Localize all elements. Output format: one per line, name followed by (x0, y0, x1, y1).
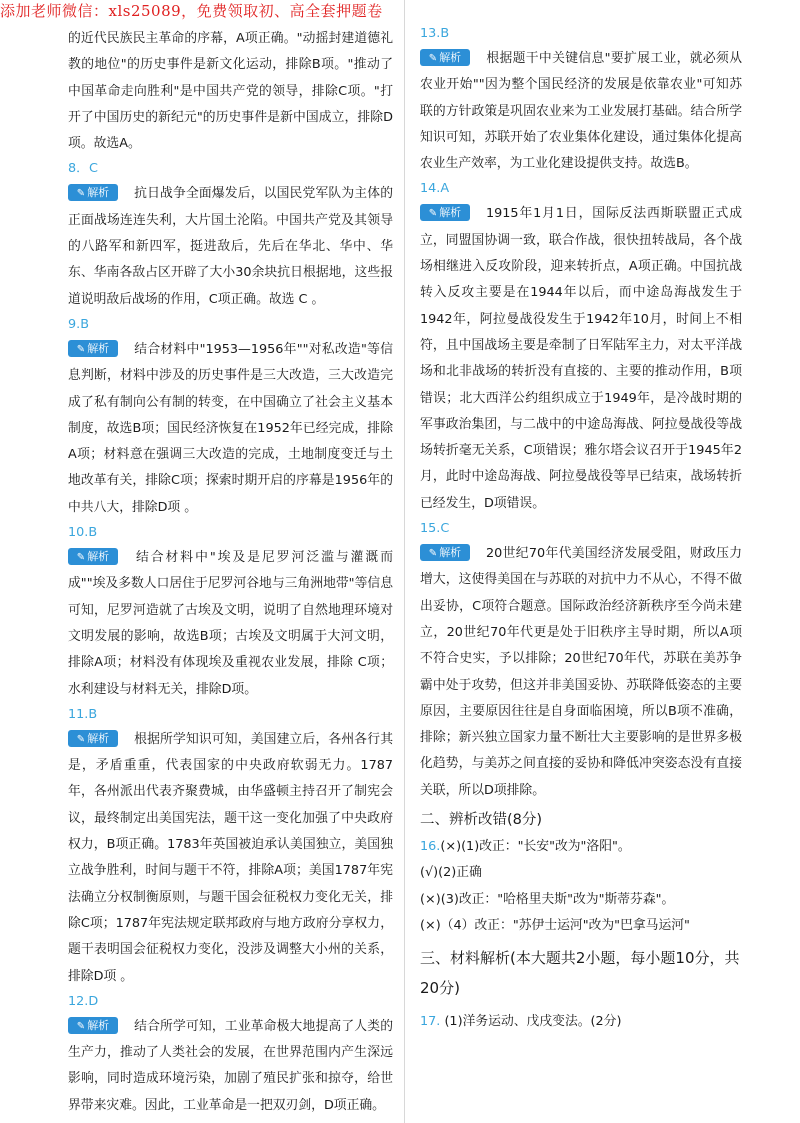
answer-number: 10.B (68, 525, 98, 541)
explanation-text: 根据题干中关键信息"要扩展工业，就必须从农业开始""因为整个国民经济的发展是依靠农业"可知苏联的方针政策是巩固农业来为工业发展打基础。结合所学知识可知，苏联开始了农业集体化建设，通过集体化提高农业生产效率，为工业化建设提供支持。故选B。 (420, 51, 742, 172)
answer-number: 9.B (68, 316, 89, 332)
explanation-badge: ✎ 解析 (68, 548, 118, 565)
correction-line: 16.(×)(1)改正："长安"改为"洛阳"。 (420, 839, 631, 855)
explanation-badge: ✎ 解析 (420, 544, 470, 561)
answer-item-10 (68, 521, 393, 703)
answer-item-14 (420, 177, 742, 517)
answer-number: 8．C (68, 161, 98, 177)
explanation-badge: ✎ 解析 (68, 1017, 118, 1034)
explanation-text: 抗日战争全面爆发后，以国民党军队为主体的正面战场连连失利，大片国土沦陷。中国共产党及其领导的八路军和新四军，挺进敌后，先后在华北、华中、华东、华南各敌占区开辟了大小30余块抗日根据地，这些报道说明敌后战场的作用，C项正确。故选 C 。 (68, 186, 393, 307)
answer-item-9 (68, 313, 393, 521)
explanation-text: 20世纪70年代美国经济发展受阻，财政压力增大，这使得美国在与苏联的对抗中力不从心，不得不做出妥协，C项符合题意。国际政治经济新秩序至今尚未建立，20世纪70年代更是处于旧秩序主导时期，所以A项不符合史实，予以排除；20世纪70年代，苏联在美苏争霸中处于攻势，但这并非美国妥协、苏联降低姿态的主要原因，主要原因往往是自身面临困境，所以B项不准确，排除；新兴独立国家力量不断壮大主要影响的是世界多极化趋势，与美苏之间直接的妥协和降低冲突姿态没有直接关联，所以D项排除。 (420, 546, 742, 798)
answer-item-13 (420, 22, 742, 177)
answer-number: 11.B (68, 706, 98, 722)
answer-number: 12.D (68, 993, 99, 1009)
column-divider (404, 0, 405, 1123)
answer-item-17: 17. (1)洋务运动、戊戌变法。(2分) (420, 1014, 622, 1030)
right-column (420, 22, 742, 1036)
answer-item-12 (68, 990, 393, 1119)
correction-line: (√)(2)正确 (420, 865, 482, 881)
answer-item-11 (68, 703, 393, 990)
left-column (68, 26, 393, 1119)
correction-line: (×)(3)改正："哈格里夫斯"改为"斯蒂芬森"。 (420, 891, 675, 907)
pen-icon: ✎ (428, 208, 438, 220)
correction-line: (×)（4）改正："苏伊士运河"改为"巴拿马运河" (420, 917, 690, 933)
answer-number: 14.A (420, 181, 450, 197)
explanation-text: 根据所学知识可知，美国建立后，各州各行其是，矛盾重重，代表国家的中央政府软弱无力。1787年，各州派出代表齐聚费城，由华盛顿主持召开了制宪会议，最终制定出美国宪法，题干这一变化加强了中央政府权力，B项正确。1783年英国被迫承认美国独立，美国独立战争胜利，时间与题干不符，排除A项；美国1787年宪法确立分权制衡原则，与题干国会征税权力变化无关，排除C项；1787年宪法规定联邦政府与地方政府分享权力，题干表明国会征税权力变化，没涉及调整大小州的关系，排除D项 。 (68, 731, 393, 984)
explanation-badge: ✎ 解析 (68, 340, 118, 357)
explanation-text: 结合所学可知，工业革命极大地提高了人类的生产力，推动了人类社会的发展，在世界范围内产生深远影响，同时造成环境污染，加剧了殖民扩张和掠夺，给世界带来灾难。因此，工业革命是一把双刃剑，D项正确。 (68, 1018, 393, 1113)
pen-icon: ✎ (76, 1020, 86, 1032)
pen-icon: ✎ (76, 552, 86, 564)
pen-icon: ✎ (428, 548, 438, 560)
explanation-badge: ✎ 解析 (68, 730, 118, 747)
explanation-badge: ✎ 解析 (420, 49, 470, 66)
pen-icon: ✎ (76, 733, 86, 745)
pen-icon: ✎ (76, 188, 86, 200)
pen-icon: ✎ (428, 53, 438, 64)
answer-number: 15.C (420, 521, 450, 537)
explanation-text: 1915年1月1日，国际反法西斯联盟正式成立，同盟国协调一致，联合作战，很快扭转战局，各个战场相继进入反攻阶段，迎来转折点，A项正确。中国抗战转入反攻主要是在1944年以后，而中途岛海战发生于1942年，阿拉曼战役发生于1942年10月，时间上不相符，且中国战场主要是牵制了日军陆军主力，对太平洋战场和北非战场的转折没有直接的、主要的推动作用，B项错误；北大西洋公约组织成立于1949年，是冷战时期的军事政治集团，与二战中的中途岛海战、阿拉曼战役等战场转折毫无关系，C项错误；雅尔塔会议召开于1945年2月，此时中途岛海战、阿拉曼战役等早已结束，战场转折已经发生，D项错误。 (420, 206, 742, 511)
answer-number: 13.B (420, 26, 450, 41)
explanation-text: 结合材料中"埃及是尼罗河泛滥与灌溉而成""埃及多数人口居住于尼罗河谷地与三角洲地带"等信息可知，尼罗河造就了古埃及文明，说明了自然地理环境对文明发展的影响，故选B项；古埃及文明属于大河文明，排除A项；材料没有体现埃及重视农业发展，排除 C项；水利建设与材料无关，排除D项。 (68, 550, 393, 697)
section-heading-material: 三、材料解析(本大题共2小题，每小题10分，共20分) (420, 949, 740, 998)
watermark-banner: 添加老师微信：xls25089，免费领取初、高全套押题卷 (0, 2, 383, 20)
section-heading-correction: 二、辨析改错(8分) (420, 812, 543, 829)
explanation-badge: ✎ 解析 (68, 184, 118, 201)
q7-continuation: 的近代民族民主革命的序幕，A项正确。"动摇封建道德礼教的地位"的历史事件是新文化运动，排除B项。"推动了中国革命走向胜利"是中国共产党的领导，排除C项。"打开了中国历史的新纪元"的历史事件是新中国成立，排除D项。故选A。 (68, 31, 393, 152)
answer-item-15 (420, 517, 742, 804)
explanation-text: 结合材料中"1953—1956年""对私改造"等信息判断，材料中涉及的历史事件是三大改造，三大改造完成了私有制向公有制的转变，在中国确立了社会主义基本制度，故选B项；国民经济恢复在1952年已经完成，排除A项；材料意在强调三大改造的完成，土地制度变迁与土地改革有关，排除C项；探索时期开启的序幕是1956年的中共八大，排除D项 。 (68, 341, 393, 515)
explanation-badge: ✎ 解析 (420, 204, 470, 221)
pen-icon: ✎ (76, 343, 86, 355)
answer-item-8 (68, 157, 393, 312)
